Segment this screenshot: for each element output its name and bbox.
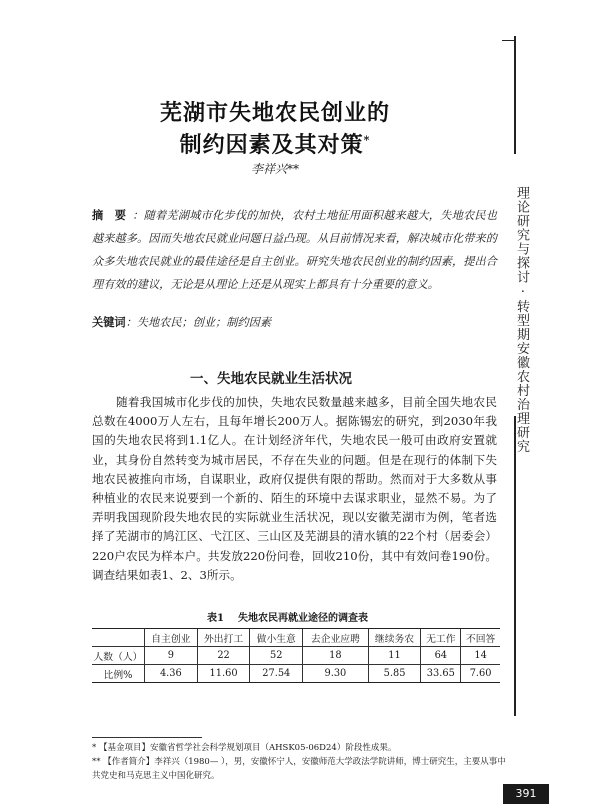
section-heading: 一、失地农民就业生活状况 — [190, 371, 352, 387]
table-cell: 22 — [197, 647, 250, 665]
table-number: 表1 — [207, 613, 224, 624]
table-header-cell: 无工作 — [421, 629, 461, 647]
side-rule-top — [514, 36, 516, 154]
table-row — [92, 665, 500, 683]
table-cell: 11 — [368, 647, 421, 665]
author-name: 李祥兴** — [250, 162, 299, 176]
abstract-text: ：随着芜湖城市化步伐的加快，农村土地征用面积越来越大，失地农民也越来越多。因而失地农民就业问题日益凸现。从目前情况来看，解决城市化带来的众多失地农民就业的最佳途径是自主创业。研究失地农民创业的制约因素，提出合理有效的建议，无论是从理论上还是从现实上都具有十分重要的意义。 — [92, 209, 497, 291]
table-cell: 人数（人） — [92, 647, 145, 665]
table-cell: 比例% — [92, 665, 145, 683]
table-cell: 52 — [250, 647, 303, 665]
table-header-cell: 自主创业 — [145, 629, 198, 647]
side-column-label: 理论研究与探讨 · 转型期安徽农村治理研究 — [514, 186, 529, 454]
table-caption — [92, 609, 497, 624]
survey-table — [92, 628, 500, 683]
table-cell: 18 — [303, 647, 369, 665]
keywords-label: 关键词 — [92, 315, 126, 329]
table-header-cell: 继续务农 — [368, 629, 421, 647]
keywords — [92, 314, 497, 330]
keywords-text: ：失地农民；创业；制约因素 — [125, 316, 272, 329]
table-header-cell: 去企业应聘 — [303, 629, 369, 647]
table-cell: 9.30 — [303, 665, 369, 683]
table-header-cell: 做小生意 — [250, 629, 303, 647]
table-header-cell: 不回答 — [461, 629, 500, 647]
table-cell: 7.60 — [461, 665, 500, 683]
table-header-cell: 外出打工 — [197, 629, 250, 647]
table-header-row — [92, 629, 500, 647]
body-text — [92, 393, 497, 585]
body-paragraph: 随着我国城市化步伐的加快，失地农民数量越来越多，目前全国失地农民总数在4000万人左右，且每年增长200万人。据陈锡宏的研究，到2030年我国的失地农民将到1.1亿人。在计划经济年代，失地农民一般可由政府安置就业，其身份自然转变为城市居民，不存在失业的问题。但是在现行的体制下失地农民被推向市场，自谋职业，政府仅提供有限的帮助。然而对于大多数从事种植业的农民来说要到一个新的、陌生的环境中去谋求职业，显然不易。为了弄明我国现阶段失地农民的实际就业生活状况，现以安徽芜湖市为例，笔者选择了芜湖市的鸠江区、弋江区、三山区及芜湖县的清水镇的22个村（居委会）220户农民为样本户。共发放220份问卷，回收210份，其中有效问卷190份。调查结果如表1、2、3所示。 — [92, 395, 497, 582]
table-header-cell — [92, 629, 145, 647]
abstract-label: 摘 要 — [92, 208, 127, 222]
table-cell: 11.60 — [197, 665, 250, 683]
footnote-1: * 【基金项目】安徽省哲学社会科学规划项目（AHSK05-06D24）阶段性成果。 — [92, 743, 397, 753]
table-row — [92, 647, 500, 665]
abstract — [92, 204, 497, 296]
table-cell: 4.36 — [145, 665, 198, 683]
table-cell: 14 — [461, 647, 500, 665]
table-title: 失地农民再就业途径的调查表 — [237, 613, 368, 624]
table-cell: 33.65 — [421, 665, 461, 683]
footnotes — [92, 741, 507, 783]
table-cell: 9 — [145, 647, 198, 665]
side-tick — [502, 40, 514, 41]
table-cell: 5.85 — [368, 665, 421, 683]
article-title-line1: 芜湖市失地农民创业的 — [159, 100, 390, 126]
table-cell: 27.54 — [250, 665, 303, 683]
article-title-line2 — [95, 128, 455, 159]
footnote-2: ** 【作者简介】李祥兴（1980— ），男，安徽怀宁人，安徽师范大学政法学院讲师，博士研究生，主要从事中共党史和马克思主义中国化研究。 — [92, 757, 506, 781]
table-cell: 64 — [421, 647, 461, 665]
title-line2-text: 制约因素及其对策 — [179, 132, 364, 158]
title-footnote-mark: * — [363, 133, 371, 147]
side-rule-bottom — [514, 416, 516, 716]
page-number: 391 — [503, 784, 549, 804]
footnote-rule — [92, 737, 202, 738]
